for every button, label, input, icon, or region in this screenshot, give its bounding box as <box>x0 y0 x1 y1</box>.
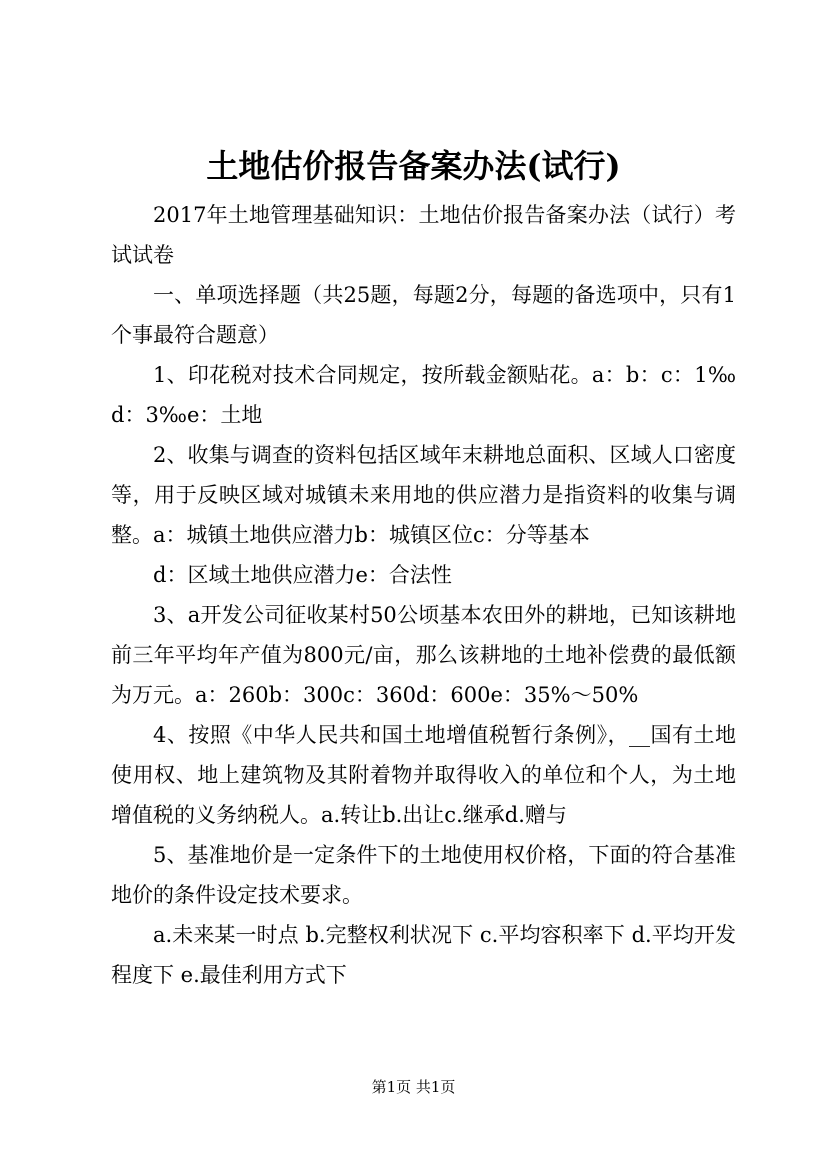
paragraph-section-one: 一、单项选择题（共25题，每题2分，每题的备选项中，只有1个事最符合题意） <box>111 283 736 347</box>
paragraph-question-5-options: a.未来某一时点 b.完整权利状况下 c.平均容积率下 d.平均开发程度下 e.最佳利用方式下 <box>111 923 736 987</box>
paragraph-question-3: 3、a开发公司征收某村50公顷基本农田外的耕地，已知该耕地前三年平均年产值为800元/亩，那么该耕地的土地补偿费的最低额为万元。a：260b：300c：360d：600e：35%～50% <box>111 603 736 707</box>
page-footer: 第1页 共1页 <box>371 1078 456 1096</box>
paragraph-question-2-options: d：区域土地供应潜力e：合法性 <box>153 563 452 587</box>
paragraph-question-5: 5、基准地价是一定条件下的土地使用权价格，下面的符合基准地价的条件设定技术要求。 <box>111 843 736 907</box>
paragraph-exam-heading: 2017年土地管理基础知识：土地估价报告备案办法（试行）考试试卷 <box>111 203 736 267</box>
document-body <box>111 195 736 995</box>
document-title: 土地估价报告备案办法(试行) <box>206 147 621 185</box>
paragraph-question-4: 4、按照《中华人民共和国土地增值税暂行条例》，__国有土地使用权、地上建筑物及其附着物并取得收入的单位和个人，为土地增值税的义务纳税人。a.转让b.出让c.继承d.赠与 <box>111 723 736 827</box>
paragraph-question-2: 2、收集与调查的资料包括区域年末耕地总面积、区域人口密度等，用于反映区域对城镇未来用地的供应潜力是指资料的收集与调整。a：城镇土地供应潜力b：城镇区位c：分等基本 <box>111 443 736 547</box>
paragraph-question-1: 1、印花税对技术合同规定，按所载金额贴花。a：b：c：1‰d：3‰e：土地 <box>111 363 736 427</box>
